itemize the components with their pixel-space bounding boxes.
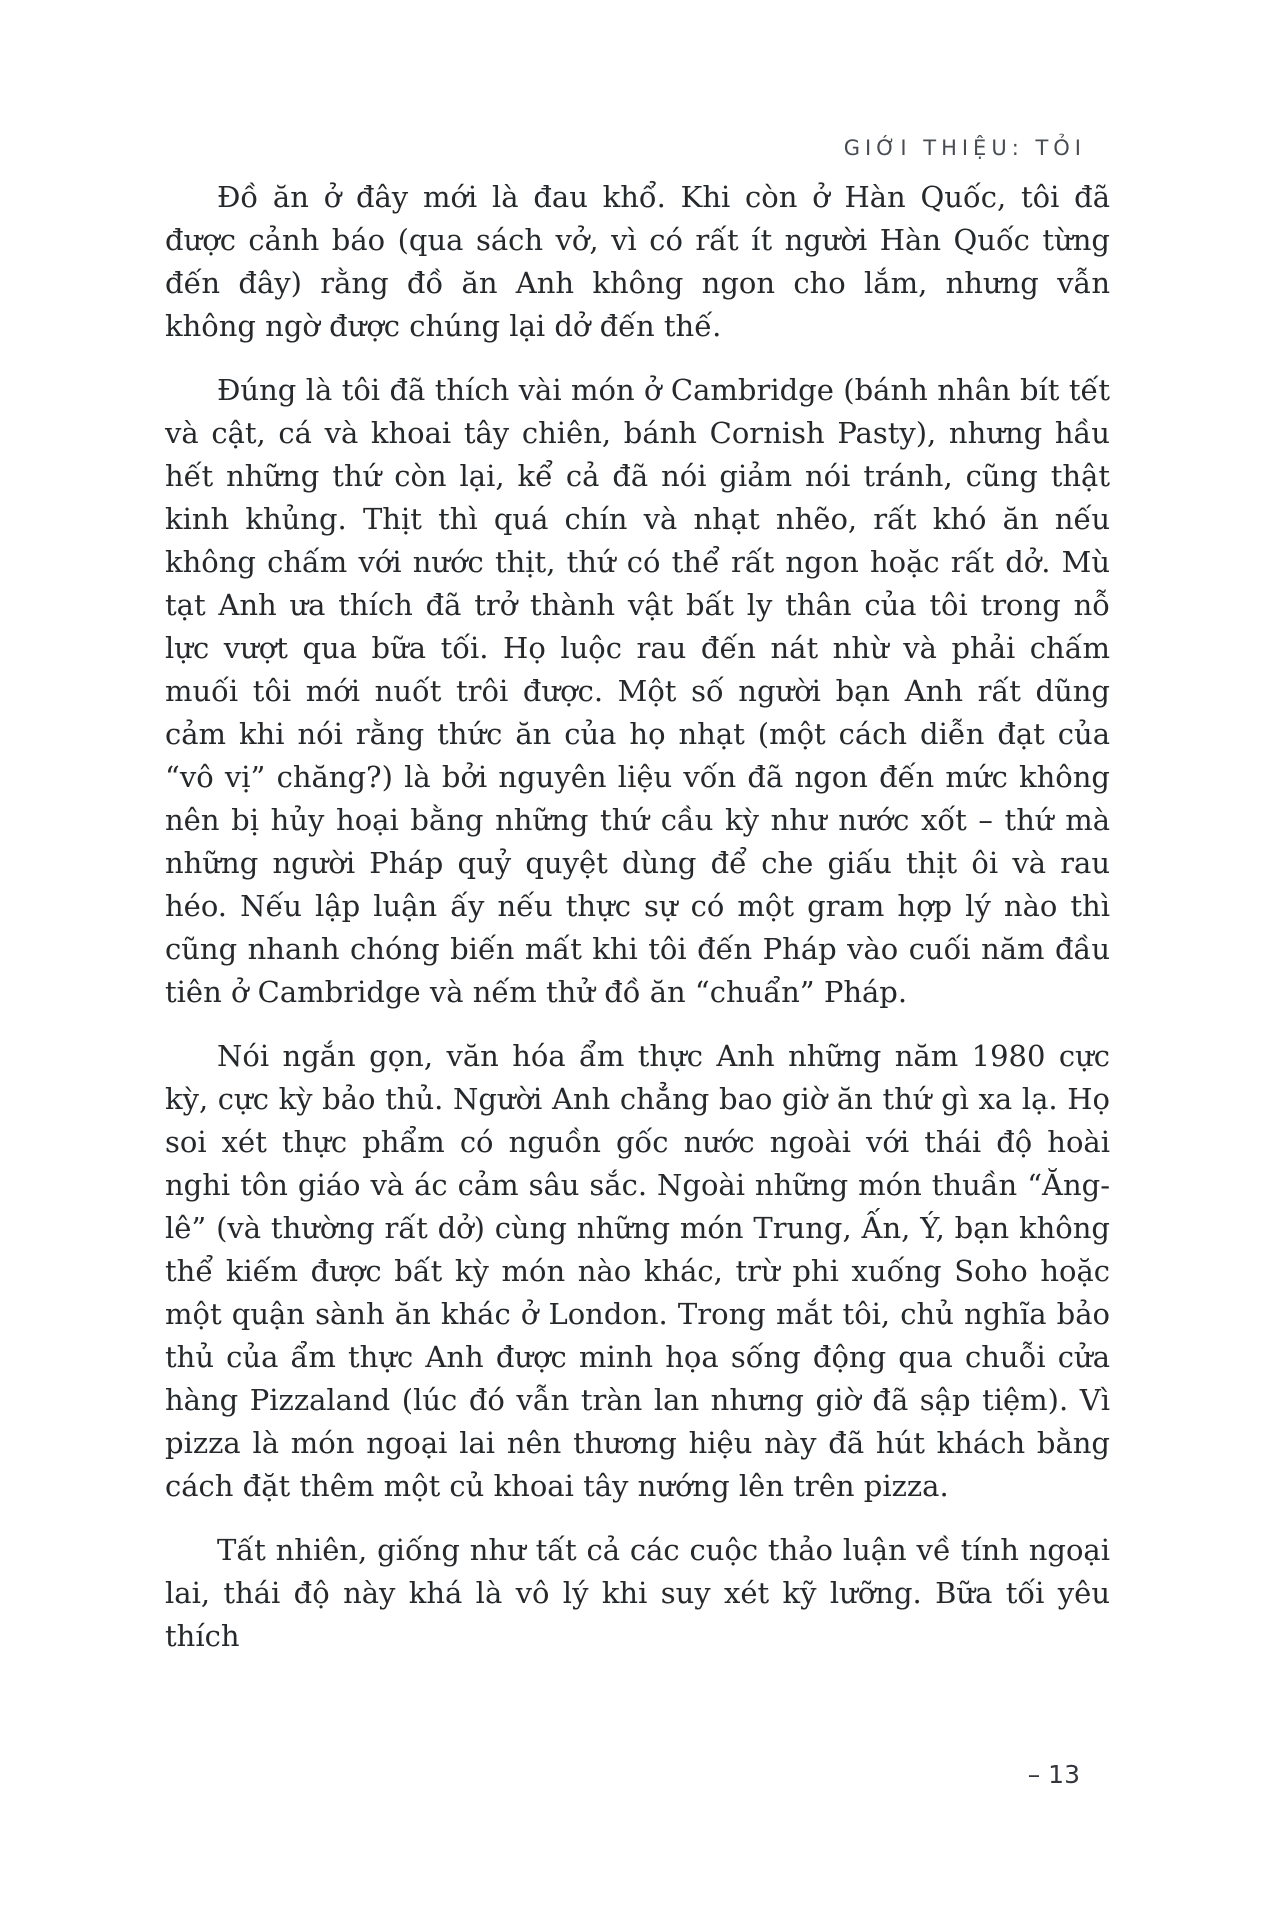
running-header: GIỚI THIỆU: TỎI: [843, 136, 1086, 160]
page-number: – 13: [1027, 1760, 1080, 1789]
paragraph-4: Tất nhiên, giống như tất cả các cuộc thảo luận về tính ngoại lai, thái độ này khá là vô lý khi suy xét kỹ lưỡng. Bữa tối yêu thích: [165, 1533, 1110, 1653]
paragraph-3: Nói ngắn gọn, văn hóa ẩm thực Anh những năm 1980 cực kỳ, cực kỳ bảo thủ. Người Anh chẳng bao giờ ăn thứ gì xa lạ. Họ soi xét thực phẩm có nguồn gốc nước ngoài với thái độ hoài nghi tôn giáo và ác cảm sâu sắc. Ngoài những món thuần “Ăng-lê” (và thường rất dở) cùng những món Trung, Ấn, Ý, bạn không thể kiếm được bất kỳ món nào khác, trừ phi xuống Soho hoặc một quận sành ăn khác ở London. Trong mắt tôi, chủ nghĩa bảo thủ của ẩm thực Anh được minh họa sống động qua chuỗi cửa hàng Pizzaland (lúc đó vẫn tràn lan nhưng giờ đã sập tiệm). Vì pizza là món ngoại lai nên thương hiệu này đã hút khách bằng cách đặt thêm một củ khoai tây nướng lên trên pizza.: [165, 1039, 1110, 1503]
paragraph-1: Đồ ăn ở đây mới là đau khổ. Khi còn ở Hàn Quốc, tôi đã được cảnh báo (qua sách vở, vì có rất ít người Hàn Quốc từng đến đây) rằng đồ ăn Anh không ngon cho lắm, nhưng vẫn không ngờ được chúng lại dở đến thế.: [165, 180, 1110, 343]
body-text: [165, 176, 1110, 1679]
paragraph-2: Đúng là tôi đã thích vài món ở Cambridge (bánh nhân bít tết và cật, cá và khoai tây chiên, bánh Cornish Pasty), nhưng hầu hết những thứ còn lại, kể cả đã nói giảm nói tránh, cũng thật kinh khủng. Thịt thì quá chín và nhạt nhẽo, rất khó ăn nếu không chấm với nước thịt, thứ có thể rất ngon hoặc rất dở. Mù tạt Anh ưa thích đã trở thành vật bất ly thân của tôi trong nỗ lực vượt qua bữa tối. Họ luộc rau đến nát nhừ và phải chấm muối tôi mới nuốt trôi được. Một số người bạn Anh rất dũng cảm khi nói rằng thức ăn của họ nhạt (một cách diễn đạt của “vô vị” chăng?) là bởi nguyên liệu vốn đã ngon đến mức không nên bị hủy hoại bằng những thứ cầu kỳ như nước xốt – thứ mà những người Pháp quỷ quyệt dùng để che giấu thịt ôi và rau héo. Nếu lập luận ấy nếu thực sự có một gram hợp lý nào thì cũng nhanh chóng biến mất khi tôi đến Pháp vào cuối năm đầu tiên ở Cambridge và nếm thử đồ ăn “chuẩn” Pháp.: [165, 373, 1110, 1009]
